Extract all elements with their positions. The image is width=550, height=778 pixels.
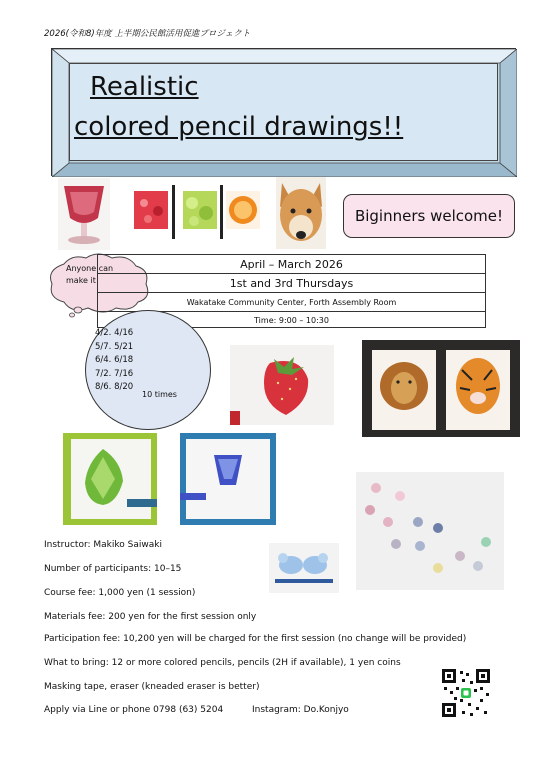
schedule-period: April – March 2026 — [98, 255, 485, 274]
bubble-line-2: make it! — [66, 276, 100, 285]
header-note: 2026(令和8)年度 上半期公民館活用促進プロジェクト — [44, 29, 251, 39]
participation-fee-text: Participation fee: 10,200 yen will be charged for the first session (no change will be provided) — [44, 634, 467, 644]
green-gem-drawing-image — [63, 433, 157, 525]
session-dates — [95, 327, 133, 395]
instructor-text: Instructor: Makiko Saiwaki — [44, 540, 162, 550]
title-line-1: Realistic — [90, 72, 199, 102]
schedule-time: Time: 9:00 – 10:30 — [254, 315, 329, 325]
qr-code-icon[interactable] — [440, 667, 492, 719]
schedule-days: 1st and 3rd Thursdays — [98, 274, 485, 293]
fruit-drawings-image — [128, 183, 265, 241]
strawberry-drawing-image — [230, 345, 334, 425]
beginners-welcome-badge: Biginners welcome! — [343, 194, 515, 238]
date-row: 6/4. 6/18 — [95, 355, 134, 365]
materials-fee-text: Materials fee: 200 yen for the first session only — [44, 612, 257, 622]
glass-drawing-image — [58, 178, 110, 250]
blue-gem-drawing-image — [180, 433, 276, 525]
session-count: 10 times — [142, 390, 177, 399]
bubble-line-1: Anyone can — [66, 264, 114, 273]
course-fee-text: Course fee: 1,000 yen (1 session) — [44, 588, 196, 598]
date-row: 5/7. 5/21 — [95, 341, 134, 352]
schedule-venue: Wakatake Community Center, Forth Assembly Room — [98, 293, 485, 312]
title-line-2: colored pencil drawings!! — [74, 112, 404, 142]
dog-drawing-image — [276, 177, 326, 249]
date-row: 4/2. 4/16 — [95, 328, 134, 338]
extras-text: Masking tape, eraser (kneaded eraser is better) — [44, 682, 260, 692]
lion-tiger-drawings-image — [362, 340, 520, 437]
participants-text: Number of participants: 10–15 — [44, 564, 182, 574]
glass-marbles-drawing-image — [356, 472, 504, 590]
blue-birds-drawing-image — [269, 543, 339, 593]
date-row: 8/6. 8/20 — [95, 382, 134, 392]
title-panel — [69, 63, 498, 161]
apply-text: Apply via Line or phone 0798 (63) 5204 — [44, 705, 224, 715]
what-to-bring-text: What to bring: 12 or more colored pencils, pencils (2H if available), 1 yen coins — [44, 658, 401, 668]
title-banner — [51, 48, 516, 176]
date-row: 7/2. 7/16 — [95, 368, 134, 379]
instagram-text: Instagram: Do.Konjyo — [252, 705, 349, 715]
